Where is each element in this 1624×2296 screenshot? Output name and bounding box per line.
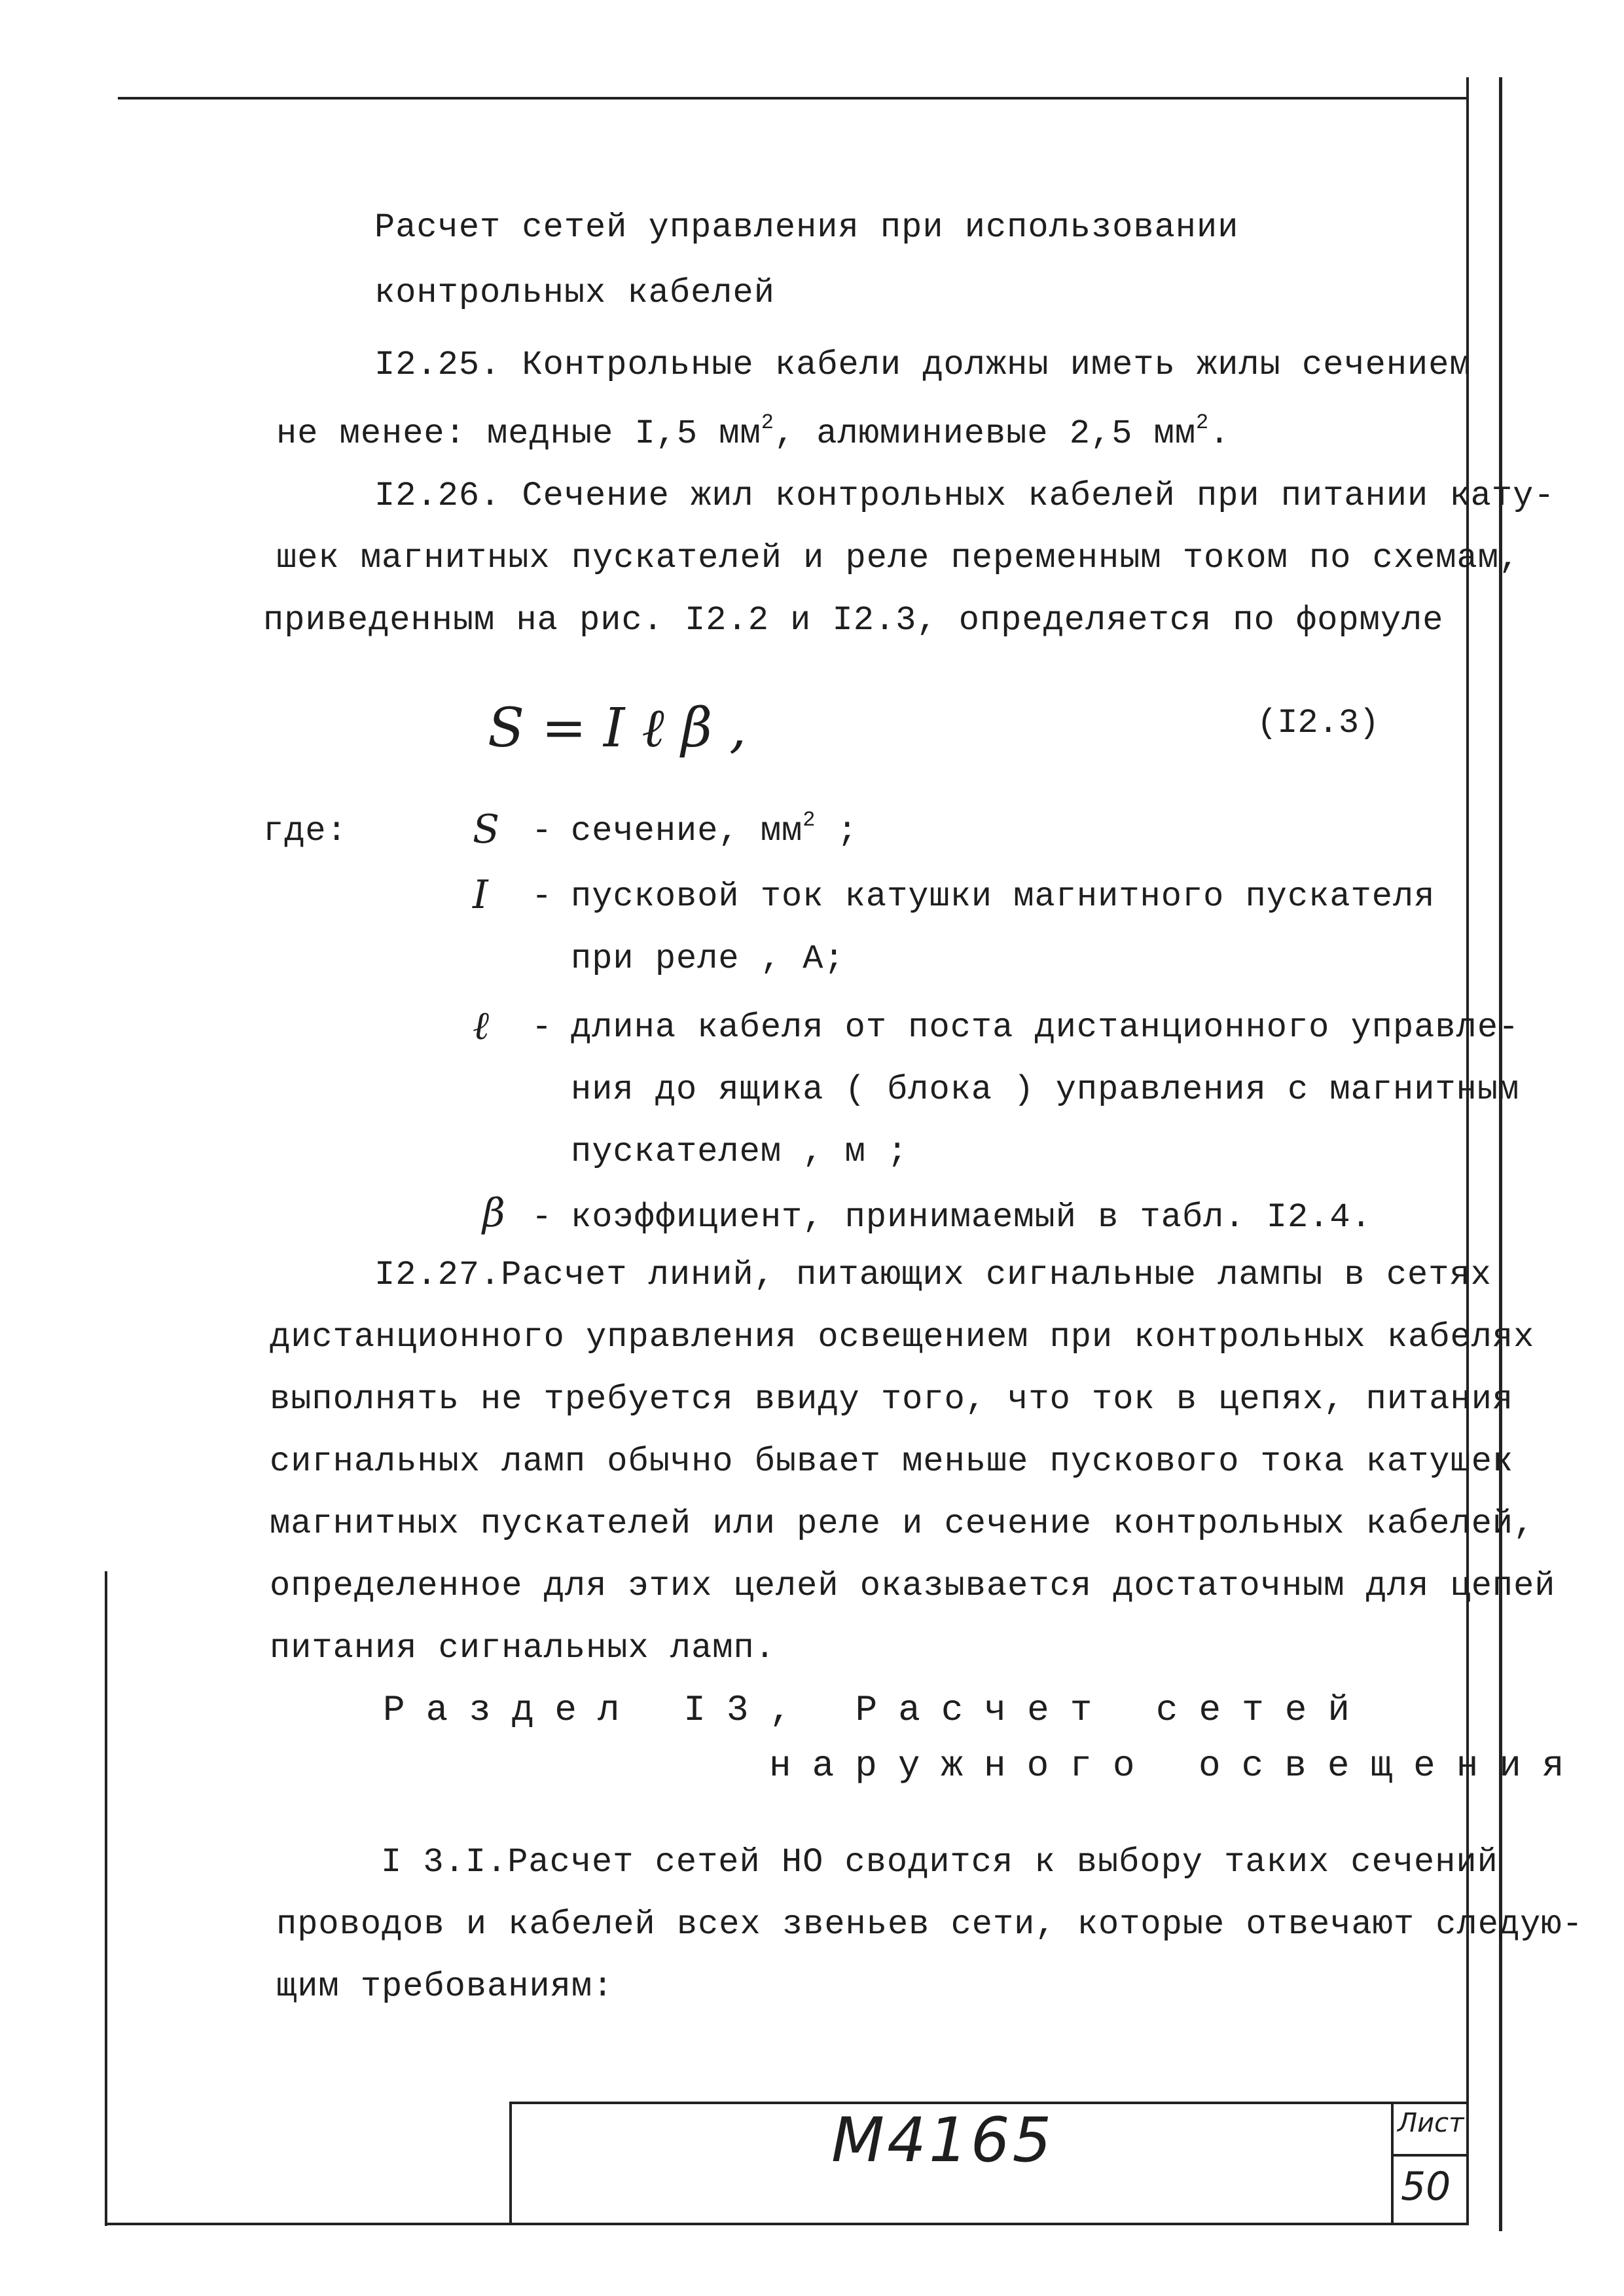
p131-line-3: щим требованиям: (276, 1967, 614, 2006)
p1227-line-7: питания сигнальных ламп. (270, 1629, 776, 1667)
dash-i: - (532, 877, 552, 916)
p1227-line-4: сигнальных ламп обычно бывает меньше пускового тока катушек (270, 1442, 1514, 1481)
def-beta: коэффициент, принимаемый в табл. I2.4. (571, 1198, 1372, 1237)
frame-top-line (118, 97, 1468, 100)
sheet-label: Лист (1398, 2108, 1464, 2138)
formula-number: (I2.3) (1257, 704, 1380, 742)
p1227-line-6: определенное для этих целей оказывается достаточным для цепей (270, 1567, 1556, 1605)
document-code: М4165 (831, 2105, 1055, 2176)
def-l-line-3: пускателем , м ; (571, 1133, 909, 1171)
p1226-line-3: приведенным на рис. I2.2 и I2.3, определяется по формуле (263, 601, 1444, 640)
section-title-line-1: Раздел I3, Расчет сетей (383, 1689, 1371, 1731)
frame-left-line (105, 1571, 107, 2226)
symbol-i: I (473, 872, 488, 918)
symbol-s: S (473, 807, 500, 852)
p1227-line-3: выполнять не требуется ввиду того, что ток в цепях, питания (270, 1380, 1514, 1419)
formula: S = I ℓ β , (488, 697, 747, 759)
def-s: сечение, $мм^2$ ; (571, 808, 858, 850)
section-title-line-2: наружного освещения (769, 1745, 1585, 1787)
sheet-number: 50 (1401, 2164, 1451, 2210)
p1225-line-1: I2.25. Контрольные кабели должны иметь жилы сечением (374, 346, 1471, 384)
p1225-line-2: не менее: медные I,5 $мм^2$, алюминиевые 2,5 $мм^2$. (276, 410, 1231, 453)
def-i-line-1: пусковой ток катушки магнитного пускателя (571, 877, 1435, 916)
p131-line-2: проводов и кабелей всех звеньев сети, которые отвечают следую- (276, 1905, 1583, 1944)
dash-s: - (532, 812, 552, 850)
p131-line-1: I 3.I.Расчет сетей НО сводится к выбору таких сечений (381, 1843, 1498, 1882)
p1227-line-2: дистанционного управления освещением при контрольных кабелях (270, 1318, 1535, 1357)
dash-beta: - (532, 1198, 552, 1237)
p1226-line-2: шек магнитных пускателей и реле переменным током по схемам, (276, 539, 1521, 577)
p1227-line-1: I2.27.Расчет линий, питающих сигнальные лампы в сетях (374, 1256, 1492, 1294)
sheet-divider (1391, 2154, 1466, 2157)
symbol-beta: β (482, 1190, 505, 1236)
def-l-line-2: ния до ящика ( блока ) управления с магнитным (571, 1070, 1520, 1109)
where-label: где: (263, 812, 348, 850)
def-l-line-1: длина кабеля от поста дистанционного управле- (571, 1008, 1520, 1047)
p1226-line-1: I2.26. Сечение жил контрольных кабелей при питании кату- (374, 477, 1555, 515)
frame-right-line (1466, 77, 1469, 2225)
symbol-l: ℓ (473, 1003, 489, 1049)
p1227-line-5: магнитных пускателей или реле и сечение контрольных кабелей, (270, 1504, 1535, 1543)
heading-line-1: Расчет сетей управления при использовании (374, 208, 1239, 247)
def-i-line-2: при реле , А; (571, 939, 845, 978)
dash-l: - (532, 1008, 552, 1047)
heading-line-2: контрольных кабелей (374, 274, 775, 312)
